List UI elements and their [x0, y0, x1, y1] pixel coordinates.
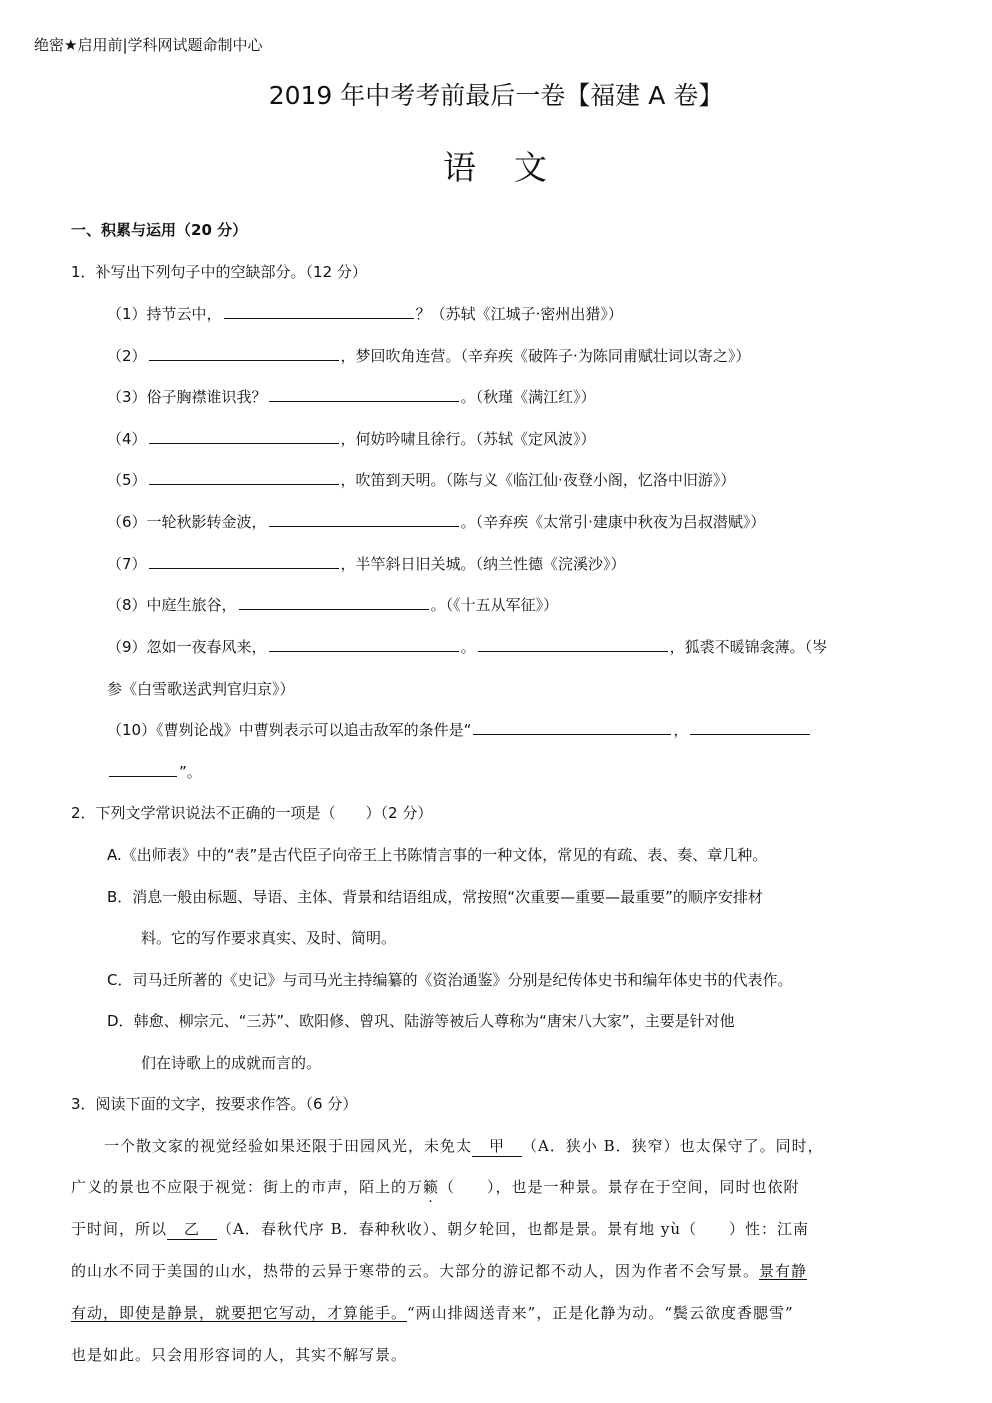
passage-text: （ ），也是一种景。景存在于空间，同时也依附 [439, 1178, 800, 1196]
confidential-header-note: 绝密★启用前|学科网试题命制中心 [34, 36, 263, 54]
item-text: ， [673, 721, 689, 739]
q1-item-7 [107, 553, 626, 574]
q1-item-6 [107, 511, 765, 532]
passage-line-4 [71, 1260, 807, 1281]
passage-text: “两山排闼送青来”，正是化静为动。“鬓云欲度香腮雪” [407, 1304, 794, 1322]
q2-option-a[interactable] [107, 844, 767, 865]
question-3-stem: 3．阅读下面的文字，按要求作答。（6 分） [71, 1095, 358, 1113]
passage-text: （A．狭小 B．狭窄）也太保守了。同时， [522, 1137, 824, 1155]
q2-option-d-continuation: 们在诗歌上的成就而言的。 [141, 1054, 322, 1072]
option-text: 司马迁所著的《史记》与司马光主持编纂的《资治通鉴》分别是纪传体史书和编年体史书的代表作。 [132, 971, 793, 989]
answer-blank[interactable] [149, 469, 339, 485]
item-text: 忽如一夜春风来， [146, 638, 267, 656]
answer-blank[interactable] [690, 719, 810, 735]
option-text: 《出师表》中的“表”是古代臣子向帝王上书陈情言事的一种文体，常见的有疏、表、奏、章几种。 [121, 846, 768, 864]
item-number: （8） [107, 596, 147, 614]
passage-line-1 [104, 1135, 824, 1157]
subject-char: 语 [443, 148, 478, 187]
passage-text: 的山水不同于美国的山水，热带的云异于寒带的云。大部分的游记都不动人，因为作者不会写景。 [71, 1262, 760, 1280]
item-source: ，何妨吟啸且徐行。（苏轼《定风波》） [340, 430, 596, 448]
answer-blank[interactable] [269, 636, 459, 652]
item-text: 持节云中， [146, 305, 222, 323]
answer-blank[interactable] [239, 594, 429, 610]
q1-item-8 [107, 594, 558, 615]
passage-text: 于时间，所以 [71, 1220, 168, 1238]
item-source: ，狐裘不暖锦衾薄。（岑 [669, 638, 828, 656]
item-source: ，梦回吹角连营。（辛弃疾《破阵子·为陈同甫赋壮词以寄之》） [340, 347, 751, 365]
answer-blank[interactable] [478, 636, 668, 652]
fill-blank-yi[interactable]: 乙 [167, 1218, 217, 1240]
q2-option-b-continuation: 料。它的写作要求真实、及时、简明。 [141, 929, 397, 947]
passage-line-5 [71, 1302, 794, 1323]
passage-line-2 [71, 1176, 800, 1197]
q1-item-10-continuation [107, 761, 202, 782]
item-number: （9） [107, 638, 147, 656]
option-text: 消息一般由标题、导语、主体、背景和结语组成，常按照“次重要—重要—最重要”的顺序安排材 [132, 888, 763, 906]
underlined-sentence: 景有静 [759, 1262, 808, 1280]
q2-option-c[interactable] [107, 969, 793, 990]
item-number: （2） [107, 347, 147, 365]
option-label: B． [107, 888, 133, 906]
option-label: D． [107, 1012, 134, 1030]
q1-item-9-continuation: 参《白雪歌送武判官归京》） [107, 680, 295, 698]
item-number: （4） [107, 430, 147, 448]
answer-blank[interactable] [269, 386, 459, 402]
answer-blank[interactable] [149, 553, 339, 569]
item-text: 中庭生旅谷， [146, 596, 237, 614]
passage-text: （A．春秋代序 B．春种秋收）、朝夕轮回，也都是景。景有地 yù（ ）性：江南 [217, 1220, 810, 1238]
fill-blank-jia[interactable]: 甲 [472, 1135, 522, 1157]
item-source: 。（秋瑾《满江红》） [460, 388, 596, 406]
answer-blank[interactable] [224, 303, 414, 319]
item-number: （10） [107, 721, 157, 739]
item-source: ，吹笛到天明。（陈与义《临江仙·夜登小阁，忆洛中旧游》） [340, 471, 736, 489]
item-source: ？（苏轼《江城子·密州出猎》） [415, 305, 623, 323]
item-number: （5） [107, 471, 147, 489]
item-number: （7） [107, 555, 147, 573]
question-2-stem: 2．下列文学常识说法不正确的一项是（ ）（2 分） [71, 804, 433, 822]
exam-title: 2019 年中考考前最后一卷【福建 A 卷】 [268, 81, 724, 110]
item-number: （1） [107, 305, 147, 323]
item-text: 俗子胸襟谁识我？ [146, 388, 267, 406]
q1-item-2 [107, 345, 750, 366]
q1-item-9 [107, 636, 827, 657]
item-text: 《曹刿论战》中曹刿表示可以追击敌军的条件是“ [156, 721, 472, 739]
passage-line-3 [71, 1218, 809, 1240]
answer-blank[interactable] [149, 345, 339, 361]
item-text: ”。 [179, 763, 202, 781]
option-label: A. [107, 846, 122, 864]
item-text: 一轮秋影转金波， [146, 513, 267, 531]
answer-blank[interactable] [269, 511, 459, 527]
q2-option-d[interactable] [107, 1010, 735, 1031]
option-label: C． [107, 971, 133, 989]
item-source: ，半竿斜日旧关城。（纳兰性德《浣溪沙》） [340, 555, 626, 573]
q1-item-1 [107, 303, 623, 324]
passage-line-6: 也是如此。只会用形容词的人，其实不解写景。 [71, 1346, 408, 1364]
section-heading: 一、积累与运用（20 分） [71, 221, 248, 239]
subject-title [0, 142, 992, 189]
item-number: （6） [107, 513, 147, 531]
answer-blank[interactable] [473, 719, 671, 735]
option-text: 韩愈、柳宗元、“三苏”、欧阳修、曾巩、陆游等被后人尊称为“唐宋八大家”，主要是针对他 [133, 1012, 735, 1030]
q2-option-b[interactable] [107, 886, 763, 907]
emphasis-dot-char: 籁 [423, 1178, 440, 1196]
question-1-stem: 1．补写出下列句子中的空缺部分。（12 分） [71, 263, 367, 281]
q1-item-10 [107, 719, 812, 740]
passage-text: 一个散文家的视觉经验如果还限于田园风光，未免太 [104, 1137, 473, 1155]
subject-char: 文 [514, 148, 549, 187]
item-source: 。（《十五从军征》） [430, 596, 559, 614]
underlined-sentence: 有动，即使是静景，就要把它写动，才算能手。 [71, 1304, 408, 1322]
answer-blank[interactable] [109, 761, 177, 777]
q1-item-5 [107, 469, 735, 490]
passage-text: 广义的景也不应限于视觉：街上的市声，陌上的万 [71, 1178, 424, 1196]
item-source: 。（辛弃疾《太常引·建康中秋夜为吕叔潜赋》） [460, 513, 766, 531]
q1-item-3 [107, 386, 596, 407]
item-number: （3） [107, 388, 147, 406]
answer-blank[interactable] [149, 428, 339, 444]
q1-item-4 [107, 428, 596, 449]
item-text: 。 [460, 638, 476, 656]
